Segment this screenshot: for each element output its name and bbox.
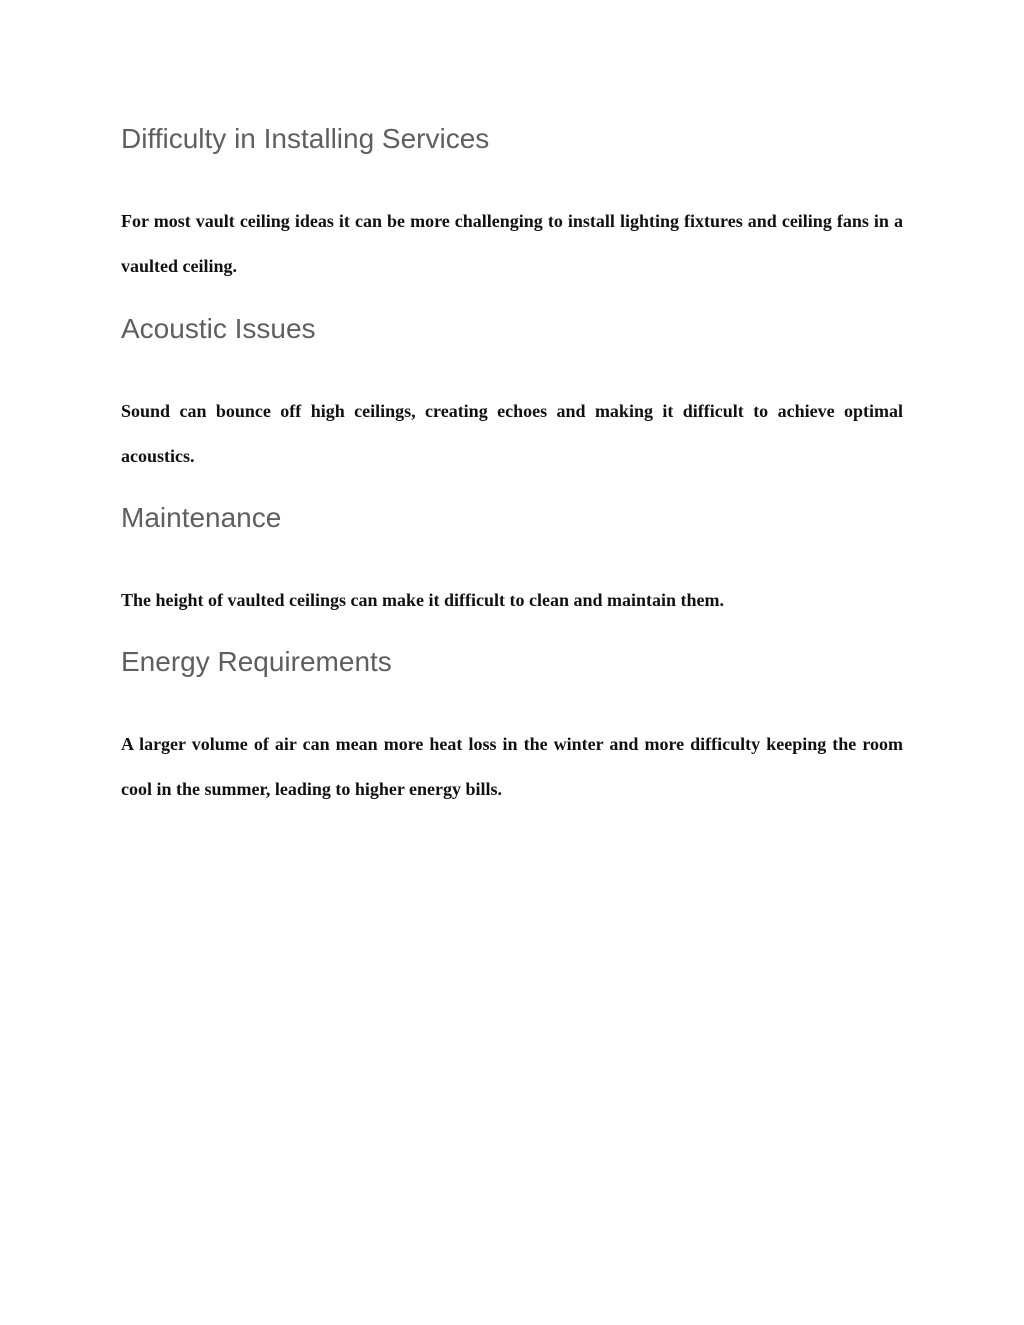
- section-body: The height of vaulted ceilings can make it difficult to clean and maintain them.: [121, 590, 724, 610]
- section-body: For most vault ceiling ideas it can be more challenging to install lighting fixtures and ceiling fans in a vaulted ceiling.: [121, 211, 903, 276]
- section-body: A larger volume of air can mean more heat loss in the winter and more difficulty keeping the room cool in the summer, leading to higher energy bills.: [121, 734, 903, 799]
- section-acoustic-issues: [121, 312, 903, 479]
- section-installing-services: [121, 122, 903, 289]
- section-heading: Difficulty in Installing Services: [121, 123, 490, 154]
- section-energy-requirements: [121, 645, 903, 812]
- section-heading: Energy Requirements: [121, 646, 392, 677]
- section-heading: Acoustic Issues: [121, 313, 316, 344]
- section-body: Sound can bounce off high ceilings, creating echoes and making it difficult to achieve optimal acoustics.: [121, 401, 903, 466]
- section-maintenance: [121, 501, 903, 623]
- section-heading: Maintenance: [121, 502, 282, 533]
